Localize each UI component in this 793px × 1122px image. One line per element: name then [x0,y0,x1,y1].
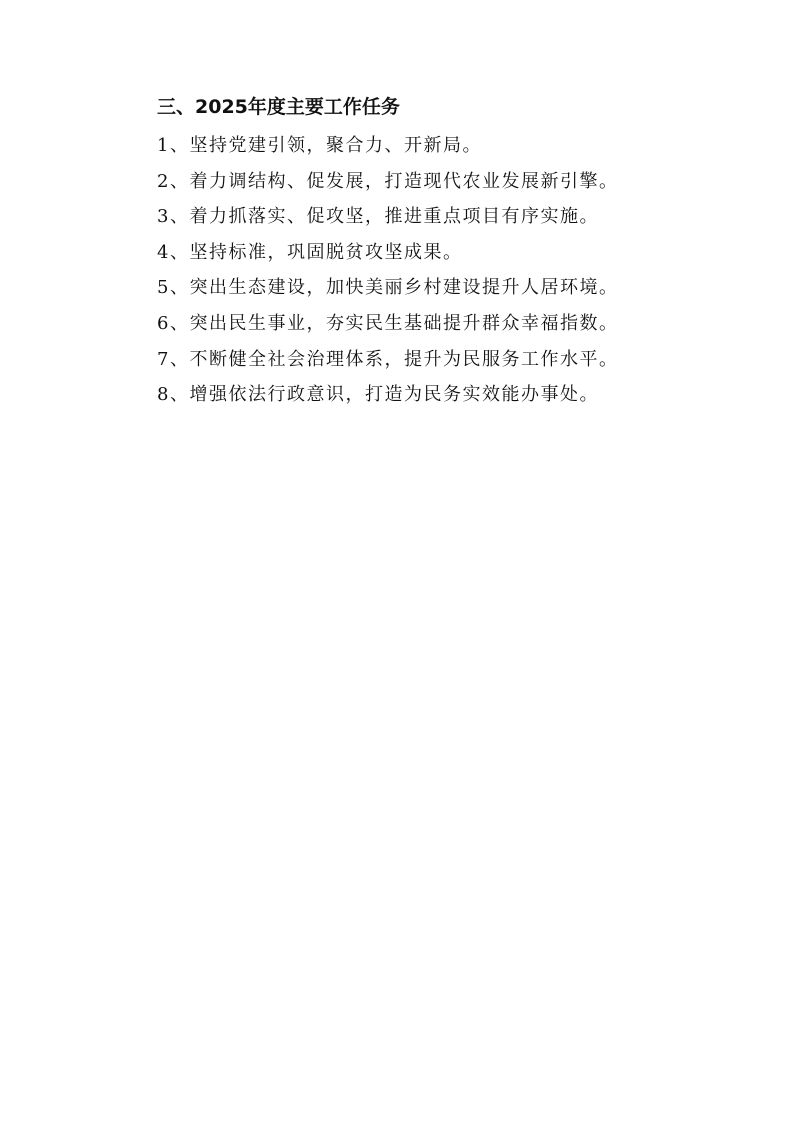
task-item-7: 7、不断健全社会治理体系，提升为民服务工作水平。 [157,348,619,370]
task-item-4: 4、坚持标准，巩固脱贫攻坚成果。 [157,241,463,263]
task-item-2: 2、着力调结构、促发展，打造现代农业发展新引擎。 [157,170,619,192]
task-item-3: 3、着力抓落实、促攻坚，推进重点项目有序实施。 [157,206,599,228]
task-list [157,128,717,413]
task-item-5: 5、突出生态建设，加快美丽乡村建设提升人居环境。 [157,277,619,299]
task-item-6: 6、突出民生事业，夯实民生基础提升群众幸福指数。 [157,312,619,334]
task-item-1: 1、坚持党建引领，聚合力、开新局。 [157,135,482,156]
task-item-8: 8、增强依法行政意识，打造为民务实效能办事处。 [157,384,599,406]
document-body [157,92,717,413]
section-heading: 三、2025年度主要工作任务 [157,96,400,118]
